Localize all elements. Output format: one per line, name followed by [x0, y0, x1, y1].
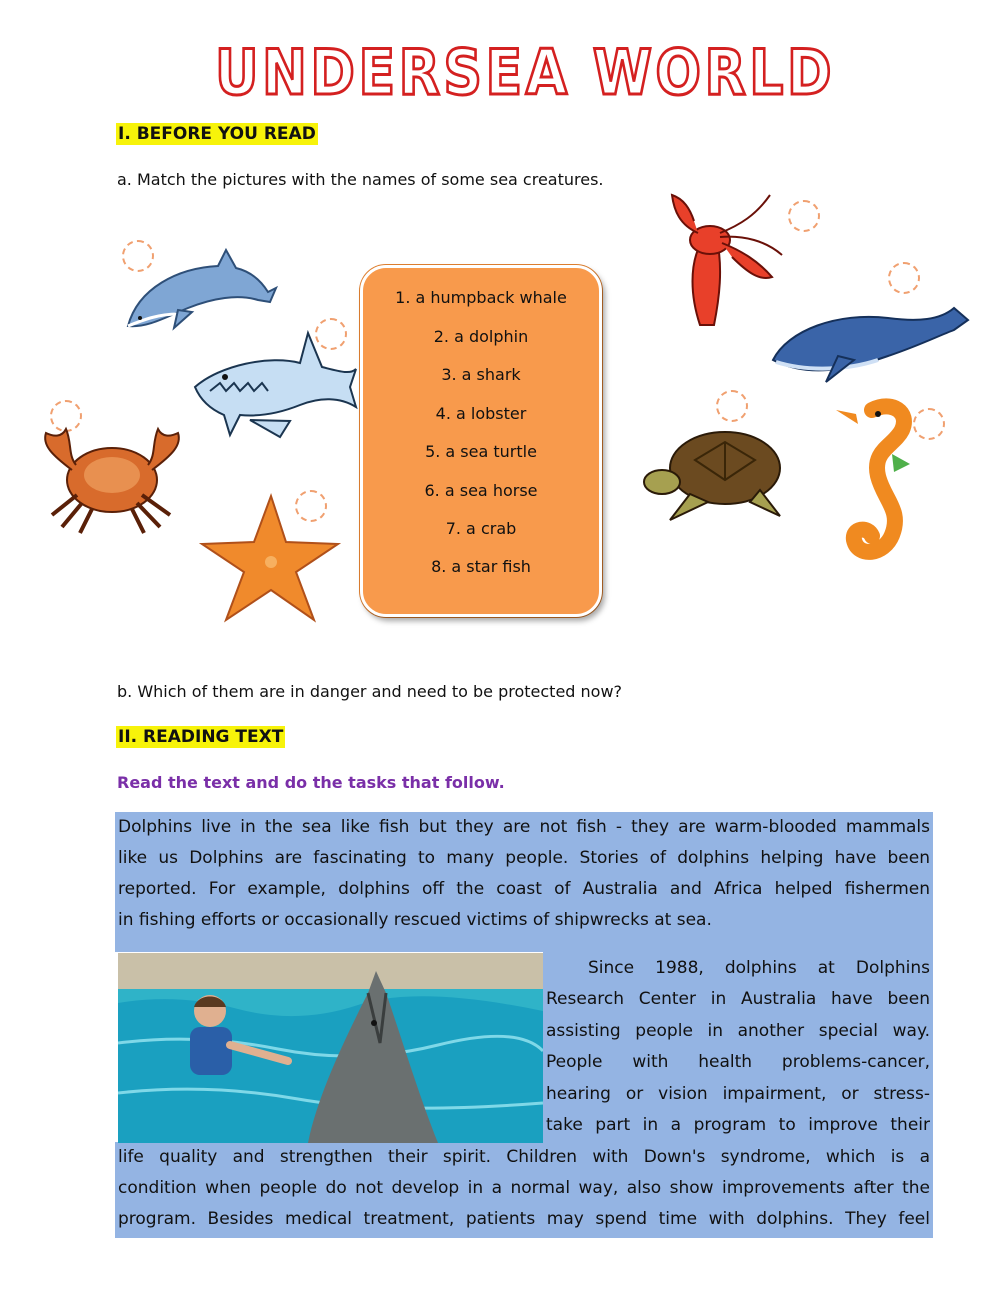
- paragraph2-line: life quality and strengthen their spirit. Children with Down's syndrome, which is a: [118, 1147, 930, 1167]
- task-b-text: b. Which of them are in danger and need to be protected now?: [117, 682, 623, 701]
- name-item: 6. a sea horse: [424, 481, 538, 500]
- answer-circle-turtle[interactable]: [716, 390, 748, 422]
- task-a-text: a. Match the pictures with the names of some sea creatures.: [117, 170, 604, 189]
- paragraph2-line: condition when people do not develop in a normal way, also show improvements after the: [118, 1178, 930, 1198]
- name-item: 8. a star fish: [431, 557, 531, 576]
- seahorse-picture: [832, 390, 932, 565]
- paragraph2-side-line: Research Center in Australia have been: [546, 989, 930, 1009]
- section2-heading: II. READING TEXT: [118, 727, 284, 747]
- paragraph2-side-line: People with health problems-cancer,: [546, 1052, 930, 1072]
- whale-picture: [768, 290, 973, 385]
- name-item: 4. a lobster: [435, 404, 527, 423]
- paragraph1-line: Dolphins live in the sea like fish but they are not fish - they are warm-blooded mammals: [118, 817, 930, 837]
- paragraph2-side-line: Since 1988, dolphins at Dolphins: [588, 958, 930, 978]
- turtle-picture: [640, 420, 785, 525]
- name-item: 1. a humpback whale: [395, 288, 567, 307]
- answer-circle-lobster[interactable]: [788, 200, 820, 232]
- name-item: 2. a dolphin: [433, 327, 529, 346]
- paragraph1-line: in fishing efforts or occasionally rescued victims of shipwrecks at sea.: [118, 910, 712, 930]
- paragraph2-side-line: assisting people in another special way.: [546, 1021, 930, 1041]
- name-item: 3. a shark: [441, 365, 521, 384]
- name-item: 7. a crab: [445, 519, 517, 538]
- section1-heading: I. BEFORE YOU READ: [118, 124, 316, 144]
- crab-picture: [32, 415, 192, 535]
- creature-names-box: [360, 265, 602, 617]
- starfish-picture: [196, 492, 346, 627]
- page-title-text: UNDERSEA WORLD: [215, 36, 835, 104]
- paragraph2-side-line: hearing or vision impairment, or stress-: [546, 1084, 930, 1104]
- paragraph1-line: like us Dolphins are fascinating to many people. Stories of dolphins helping have been: [118, 848, 930, 868]
- page-title: [0, 34, 1000, 104]
- boy-with-dolphin-photo: [118, 953, 543, 1143]
- shark-picture: [190, 325, 360, 450]
- paragraph2-side-line: take part in a program to improve their: [546, 1115, 930, 1135]
- reading-instruction: Read the text and do the tasks that follow.: [117, 773, 505, 792]
- name-item: 5. a sea turtle: [425, 442, 537, 461]
- paragraph2-line: program. Besides medical treatment, patients may spend time with dolphins. They feel: [118, 1209, 930, 1229]
- paragraph1-line: reported. For example, dolphins off the coast of Australia and Africa helped fishermen: [118, 879, 930, 899]
